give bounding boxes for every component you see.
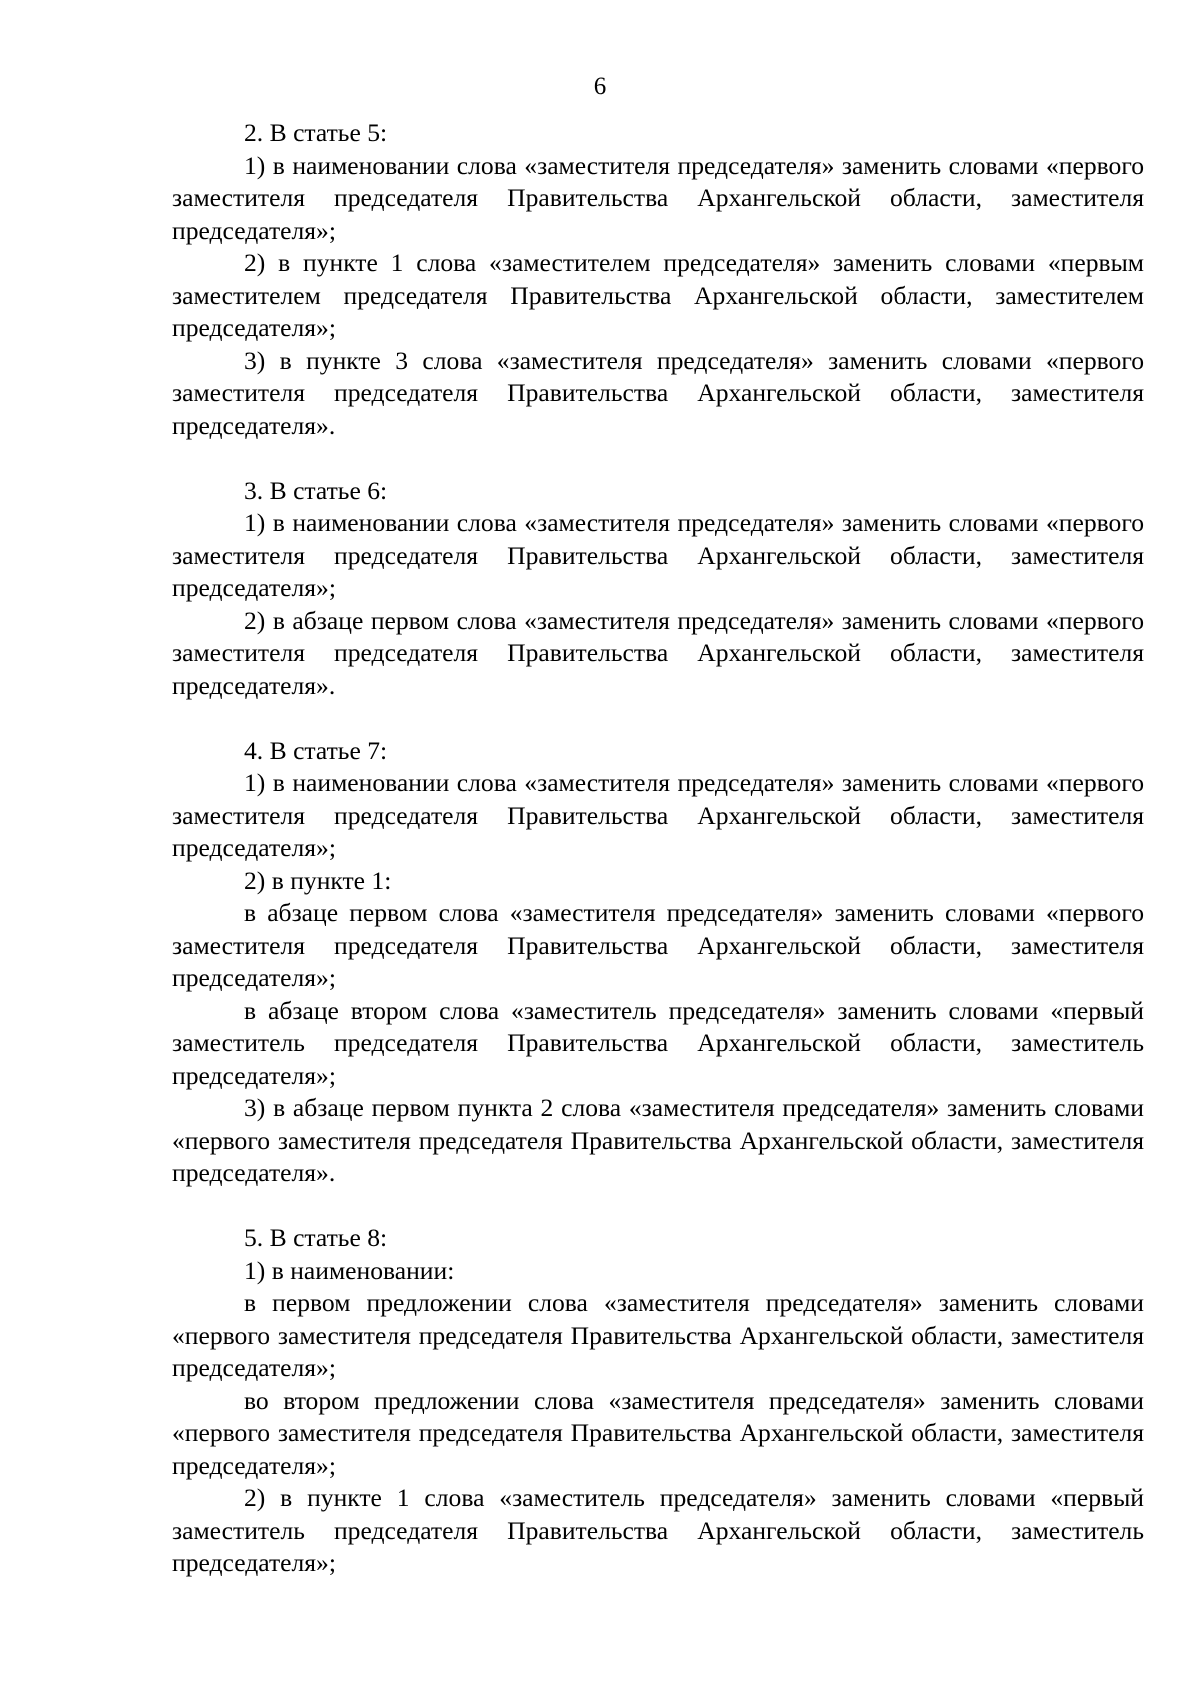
section-article-7 (172, 735, 1144, 1190)
section-heading: 3. В статье 6: (244, 475, 388, 505)
page-number: 6 (593, 73, 607, 100)
paragraph: 2) в пункте 1 слова «заместителем председателя» заменить словами «первым заместителем председателя Правительства Архангельской области, заместителем председателя»; (172, 248, 1144, 342)
paragraph: во втором предложении слова «заместителя председателя» заменить словами «первого заместителя председателя Правительства Архангельской области, заместителя председателя»; (172, 1385, 1144, 1480)
paragraph: 2) в пункте 1 слова «заместитель председателя» заменить словами «первый заместитель председателя Правительства Архангельской области, заместитель председателя»; (172, 1483, 1144, 1577)
document-body (172, 117, 1144, 1580)
paragraph: 3) в пункте 3 слова «заместителя председателя» заменить словами «первого заместителя председателя Правительства Архангельской области, заместителя председателя». (172, 345, 1144, 440)
paragraph: 1) в наименовании: (244, 1255, 455, 1285)
section-heading: 5. В статье 8: (244, 1223, 388, 1252)
paragraph: в первом предложении слова «заместителя председателя» заменить словами «первого заместителя председателя Правительства Архангельской области, заместителя председателя»; (172, 1288, 1144, 1382)
paragraph: 1) в наименовании слова «заместителя председателя» заменить словами «первого заместителя председателя Правительства Архангельской области, заместителя председателя»; (172, 150, 1144, 245)
paragraph: 3) в абзаце первом пункта 2 слова «заместителя председателя» заменить словами «первого заместителя председателя Правительства Архангельской области, заместителя председателя». (172, 1093, 1144, 1187)
paragraph: в абзаце первом слова «заместителя председателя» заменить словами «первого заместителя председателя Правительства Архангельской области, заместителя председателя»; (172, 898, 1144, 992)
section-article-8 (172, 1222, 1144, 1580)
section-heading: 4. В статье 7: (244, 735, 388, 765)
paragraph: 2) в абзаце первом слова «заместителя председателя» заменить словами «первого заместителя председателя Правительства Архангельской области, заместителя председателя». (172, 605, 1144, 700)
section-article-5 (172, 117, 1144, 442)
section-article-6 (172, 475, 1144, 703)
paragraph: 1) в наименовании слова «заместителя председателя» заменить словами «первого заместителя председателя Правительства Архангельской области, заместителя председателя»; (172, 768, 1144, 862)
paragraph: в абзаце втором слова «заместитель председателя» заменить словами «первый заместитель председателя Правительства Архангельской области, заместитель председателя»; (172, 995, 1144, 1090)
paragraph: 2) в пункте 1: (244, 865, 392, 895)
paragraph: 1) в наименовании слова «заместителя председателя» заменить словами «первого заместителя председателя Правительства Архангельской области, заместителя председателя»; (172, 508, 1144, 602)
section-heading: 2. В статье 5: (244, 118, 388, 147)
